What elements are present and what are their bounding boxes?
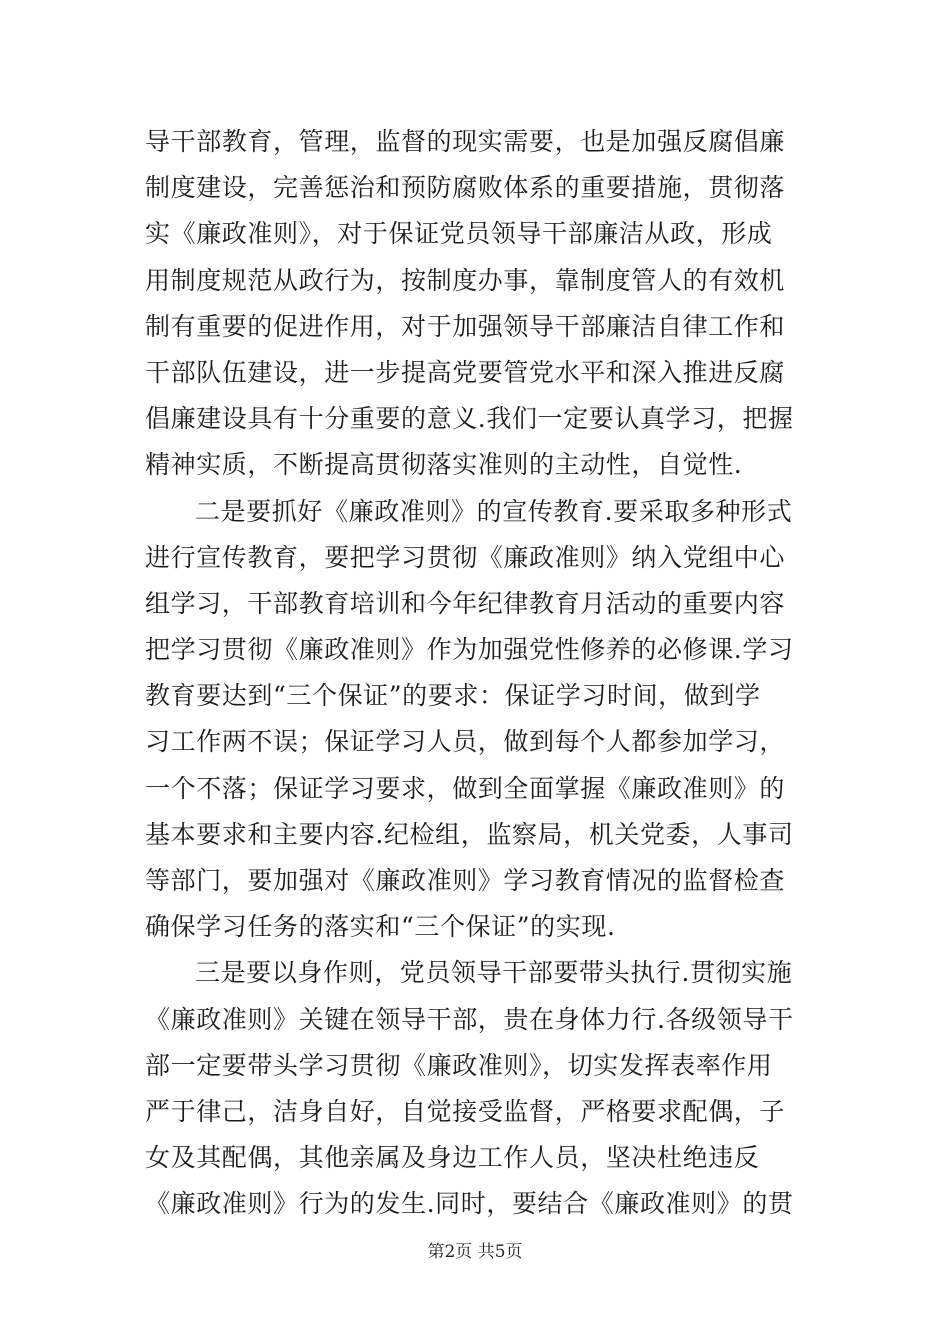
page-number-footer: 第2页 共5页 [427,1242,523,1262]
text-line: 组学习，干部教育培训和今年纪律教育月活动的重要内容 [145,588,786,618]
text-line: 一个不落；保证学习要求，做到全面掌握《廉政准则》的 [145,773,786,803]
text-line: 实《廉政准则》，对于保证党员领导干部廉洁从政，形成 [145,219,773,249]
text-line: 《廉政准则》行为的发生.同时，要结合《廉政准则》的贯 [145,1189,794,1219]
text-line: 部一定要带头学习贯彻《廉政准则》，切实发挥表率作用 [145,1050,773,1080]
text-line: 《廉政准则》关键在领导干部，贵在身体力行.各级领导干 [145,1004,794,1034]
text-line: 制有重要的促进作用，对于加强领导干部廉洁自律工作和 [145,311,786,341]
text-line: 习工作两不误；保证学习人员，做到每个人都参加学习， [145,727,786,757]
text-line: 倡廉建设具有十分重要的意义.我们一定要认真学习，把握 [145,404,794,434]
text-line: 用制度规范从政行为，按制度办事，靠制度管人的有效机 [145,265,786,295]
text-line: 女及其配偶，其他亲属及身边工作人员，坚决杜绝违反 [145,1143,760,1173]
text-line: 教育要达到“三个保证”的要求：保证学习时间，做到学 [145,681,761,711]
text-line: 进行宣传教育，要把学习贯彻《廉政准则》纳入党组中心 [145,542,786,572]
paragraph-start-line: 二是要抓好《廉政准则》的宣传教育.要采取多种形式 [195,496,793,526]
body-text [145,119,815,1228]
text-line: 等部门，要加强对《廉政准则》学习教育情况的监督检查 [145,866,786,895]
text-line: 确保学习任务的落实和“三个保证”的实现. [145,912,616,942]
text-line: 基本要求和主要内容.纪检组，监察局，机关党委，人事司 [145,819,794,849]
text-line: 制度建设，完善惩治和预防腐败体系的重要措施，贯彻落 [145,173,786,203]
text-line: 严于律己，洁身自好，自觉接受监督，严格要求配偶，子 [145,1096,786,1126]
text-line: 导干部教育，管理，监督的现实需要，也是加强反腐倡廉 [145,127,786,156]
text-line: 把学习贯彻《廉政准则》作为加强党性修养的必修课.学习 [145,635,794,665]
text-line: 精神实质，不断提高贯彻落实准则的主动性，自觉性. [145,450,743,480]
paragraph-start-line: 三是要以身作则，党员领导干部要带头执行.贯彻实施 [195,958,793,988]
text-line: 干部队伍建设，进一步提高党要管党水平和深入推进反腐 [145,357,786,387]
